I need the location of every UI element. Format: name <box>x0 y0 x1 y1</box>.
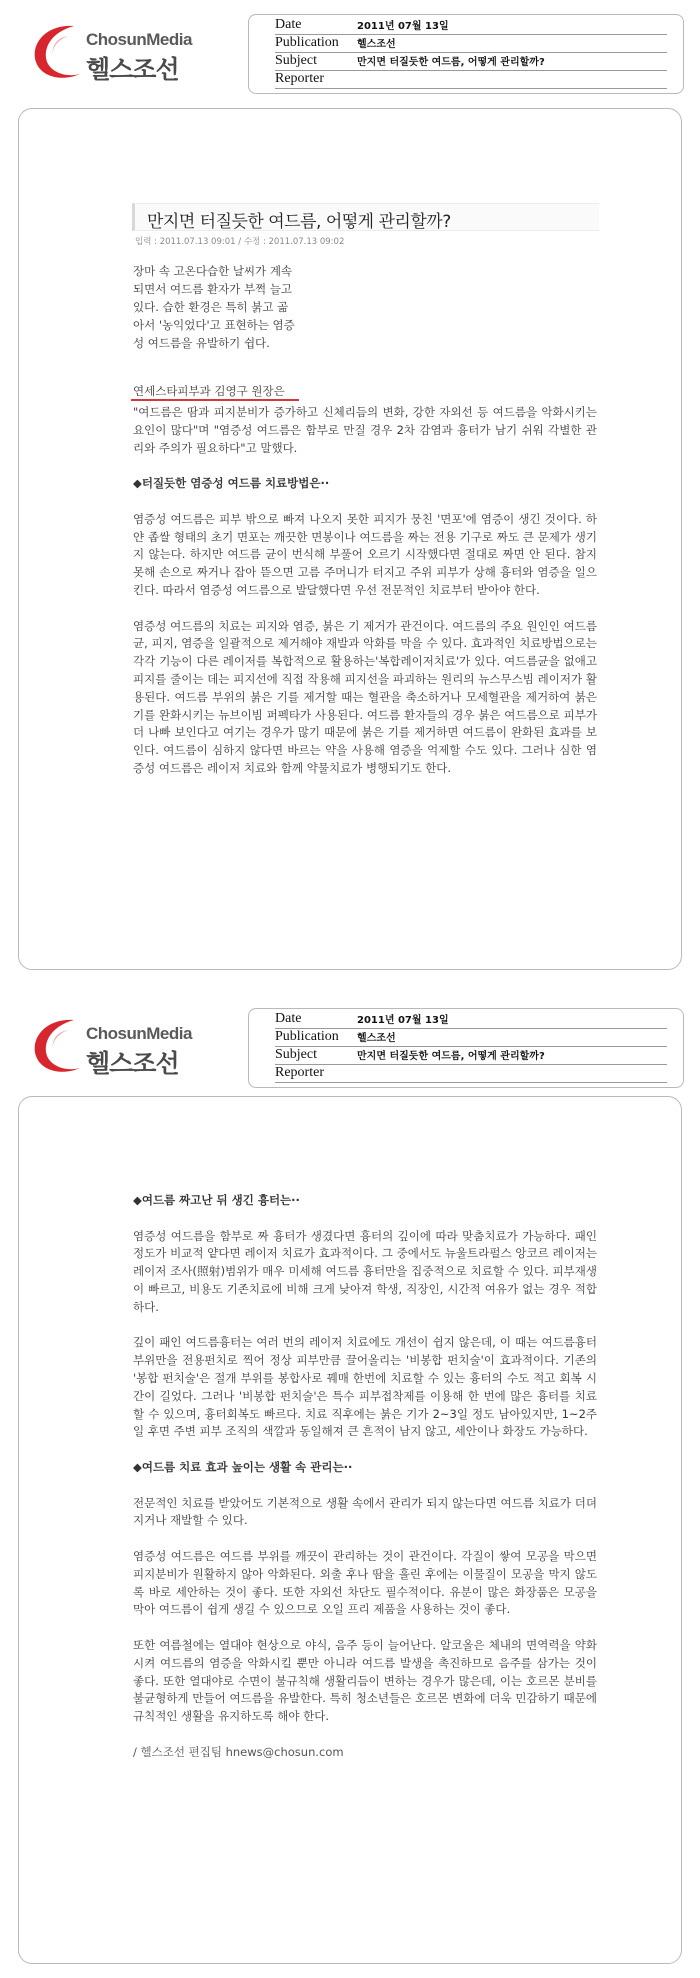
section-heading: ◆여드름 짜고난 뒤 생긴 흉터는·· <box>133 1193 300 1207</box>
article-intro <box>133 262 343 352</box>
intro-line: 있다. 습한 환경은 특히 붉고 곪 <box>133 300 289 314</box>
article-paragraph: 깊이 패인 여드름흉터는 여러 번의 레이저 치료에도 개선이 쉽지 않은데, 이 때는 여드름흉터 부위만을 전용펀치로 찍어 정상 피부만큼 끌어올리는 '비봉합 펀치술'이 효과적이다. 기존의 '봉합 펀치술'은 절개 부위를 봉합사로 꿰매 한번에 치료할 수 있는 흉터의 수도 적고 회복 시간이 길었다. 그러나 '비봉합 펀치술'은 특수 피부접착제를 이용해 한 번에 많은 흉터를 치료 할 수 있으며, 흉터회복도 빠르다. 치료 직후에는 붉은 기가 2~3일 정도 남아있지만, 1~2주일 후면 주변 피부 조직의 색깔과 동일해져 큰 흔적이 남지 않고, 세안이나 화장도 가능하다. <box>133 1335 597 1439</box>
meta-value: 만지면 터질듯한 여드름, 어떻게 관리할까? <box>357 1051 545 1062</box>
intro-line: 아서 '농익었다'고 표현하는 염증 <box>133 318 295 332</box>
intro-line: 장마 속 고온다습한 날씨가 계속 <box>133 264 293 278</box>
meta-label: Publication <box>275 35 339 50</box>
meta-row-publication <box>275 35 667 53</box>
logo-korean-text: 헬스조선 <box>86 55 179 84</box>
article-paragraph: 또한 여름철에는 열대야 현상으로 야식, 음주 등이 늘어난다. 알코올은 체내의 면역력을 약화 시켜 여드름의 염증을 악화시킬 뿐만 아니라 여드름 발생을 촉진하므로 음주를 삼가는 것이 좋다. 또한 열대야로 수면이 불규칙해 생활리듬이 변하는 경우가 많은데, 이는 호르몬 분비를 불균형하게 만들어 여드름을 유발한다. 특히 청소년들은 호르몬 변화에 더욱 민감하기 때문에 규칙적인 생활을 유지하도록 해야 한다. <box>133 1637 597 1724</box>
article-meta-box <box>248 14 684 94</box>
meta-label: Subject <box>275 53 317 68</box>
section-heading: ◆터질듯한 염증성 여드름 치료방법은·· <box>133 476 330 491</box>
logo-english-text: ChosunMedia <box>86 30 192 49</box>
meta-label: Date <box>275 1011 302 1026</box>
meta-label: Date <box>275 17 302 32</box>
meta-value: 만지면 터질듯한 여드름, 어떻게 관리할까? <box>357 57 545 68</box>
doctor-underline <box>131 399 299 401</box>
logo-english-text: ChosunMedia <box>86 1024 192 1043</box>
page-header-2 <box>0 994 700 1080</box>
meta-label: Publication <box>275 1029 339 1044</box>
meta-value: 헬스조선 <box>357 1033 396 1044</box>
chosunmedia-logo <box>28 22 218 84</box>
article-title: 만지면 터질듯한 여드름, 어떻게 관리할까? <box>147 212 451 232</box>
article-body-2 <box>133 1192 597 1779</box>
doctor-attribution: 연세스타피부과 김영구 원장은 <box>133 384 285 398</box>
meta-value: 2011년 07월 13일 <box>357 21 449 32</box>
meta-value: 2011년 07월 13일 <box>357 1015 449 1026</box>
article-paragraph: 전문적인 치료를 받았어도 기본적으로 생활 속에서 관리가 되지 않는다면 여드름 치료가 더뎌지거나 재발할 수 있다. <box>133 1495 597 1528</box>
meta-value: 헬스조선 <box>357 39 396 50</box>
article-meta-box <box>248 1008 684 1088</box>
article-paragraph: 염증성 여드름을 함부로 짜 흉터가 생겼다면 흉터의 깊이에 따라 맞춤치료가 가능하다. 패인 정도가 비교적 얕다면 레이저 치료가 효과적이다. 그 중에서도 뉴울트라펄스 앙코르 레이저는 레이저 조사(照射)범위가 매우 미세해 여드름 흉터만을 집중적으로 치료할 수 있다. 피부재생이 빠르고, 비용도 기존치료에 비해 크게 낮아져 학생, 직장인, 시간적 여유가 없는 경우 적합하다. <box>133 1228 597 1314</box>
meta-row-subject <box>275 1047 667 1065</box>
article-title-bar <box>132 203 599 231</box>
meta-row-date <box>275 17 667 35</box>
meta-row-reporter <box>275 1065 667 1083</box>
meta-row-reporter <box>275 71 667 89</box>
meta-label: Subject <box>275 1047 317 1062</box>
article-quote: "여드름은 땀과 피지분비가 증가하고 신체리듬의 변화, 강한 자외선 등 여드름을 악화시키는 요인이 많다"며 "염증성 여드름은 함부로 만질 경우 2차 감염과 흉터가 남기 쉬워 각별한 관리와 주의가 필요하다"고 말했다. <box>133 405 597 455</box>
intro-line: 되면서 여드름 환자가 부쩍 늘고 <box>133 282 293 296</box>
logo-korean-text: 헬스조선 <box>86 1049 179 1078</box>
page-header-1 <box>0 0 700 86</box>
article-paragraph: 염증성 여드름은 여드름 부위를 깨끗이 관리하는 것이 관건이다. 각질이 쌓여 모공을 막으면 피지분비가 원활하지 않아 악화된다. 외출 후나 땀을 흘린 후에는 이물질이 모공을 막지 않도록 바로 세안하는 것이 좋다. 또한 자외선 차단도 필수적이다. 유분이 많은 화장품은 모공을 막아 여드름이 쉽게 생길 수 있으므로 오일 프리 제품을 사용하는 것이 좋다. <box>133 1548 597 1617</box>
section-heading: ◆여드름 치료 효과 높이는 생활 속 관리는·· <box>133 1459 353 1474</box>
chosunmedia-logo <box>28 1016 218 1078</box>
meta-row-date <box>275 1011 667 1029</box>
article-paragraph: 염증성 여드름의 치료는 피지와 염증, 붉은 기 제거가 관건이다. 여드름의 주요 원인인 여드름균, 피지, 염증을 일괄적으로 제거해야 재발과 악화를 막을 수 있다. 효과적인 치료방법으로는 각각 기능이 다른 레이저를 복합적으로 활용하는'복합레이저치료'가 있다. 여드름균을 없애고 피지를 줄이는 데는 피지선에 직접 작용해 피지선을 파괴하는 원리의 뉴스무스빔 레이저가 활용된다. 여드름 부위의 붉은 기를 제거할 때는 혈관을 축소하거나 모세혈관을 제거하여 붉은 기를 완화시키는 뉴브이빔 퍼펙타가 사용된다. 여드름 환자들의 경우 붉은 여드름으로 피부가 더 나빠 보인다고 여기는 경우가 많기 때문에 붉은 기를 제거하면 여드름이 완화된 효과를 보인다. 여드름이 심하지 않다면 바르는 약을 사용해 염증을 억제할 수도 있다. 그러나 심한 염증성 여드름은 레이저 치료와 함께 약물치료가 병행되기도 한다. <box>133 618 597 775</box>
article-dateline: 입력 : 2011.07.13 09:01 / 수정 : 2011.07.13 09:02 <box>135 237 345 247</box>
meta-row-subject <box>275 53 667 71</box>
meta-label: Reporter <box>275 71 324 86</box>
article-body-1 <box>133 404 597 796</box>
article-signature: / 헬스조선 편집팀 hnews@chosun.com <box>133 1744 344 1759</box>
meta-label: Reporter <box>275 1065 324 1080</box>
article-paragraph: 염증성 여드름은 피부 밖으로 빠져 나오지 못한 피지가 뭉친 '면포'에 염증이 생긴 것이다. 하얀 좁쌀 형태의 초기 면포는 깨끗한 면봉이나 여드름을 짜는 전용 기구로 짜도 큰 문제가 생기지 않는다. 하지만 여드름 균이 번식해 부풀어 오르기 시작했다면 절대로 짜면 안 된다. 참지 못해 손으로 짜거나 잡아 뜯으면 고름 주머니가 터지고 주위 피부가 상해 흉터와 염증을 일으킨다. 따라서 염증성 여드름으로 발달했다면 우선 전문적인 치료부터 받아야 한다. <box>133 511 597 597</box>
meta-row-publication <box>275 1029 667 1047</box>
intro-line: 성 여드름을 유발하기 쉽다. <box>133 336 270 350</box>
